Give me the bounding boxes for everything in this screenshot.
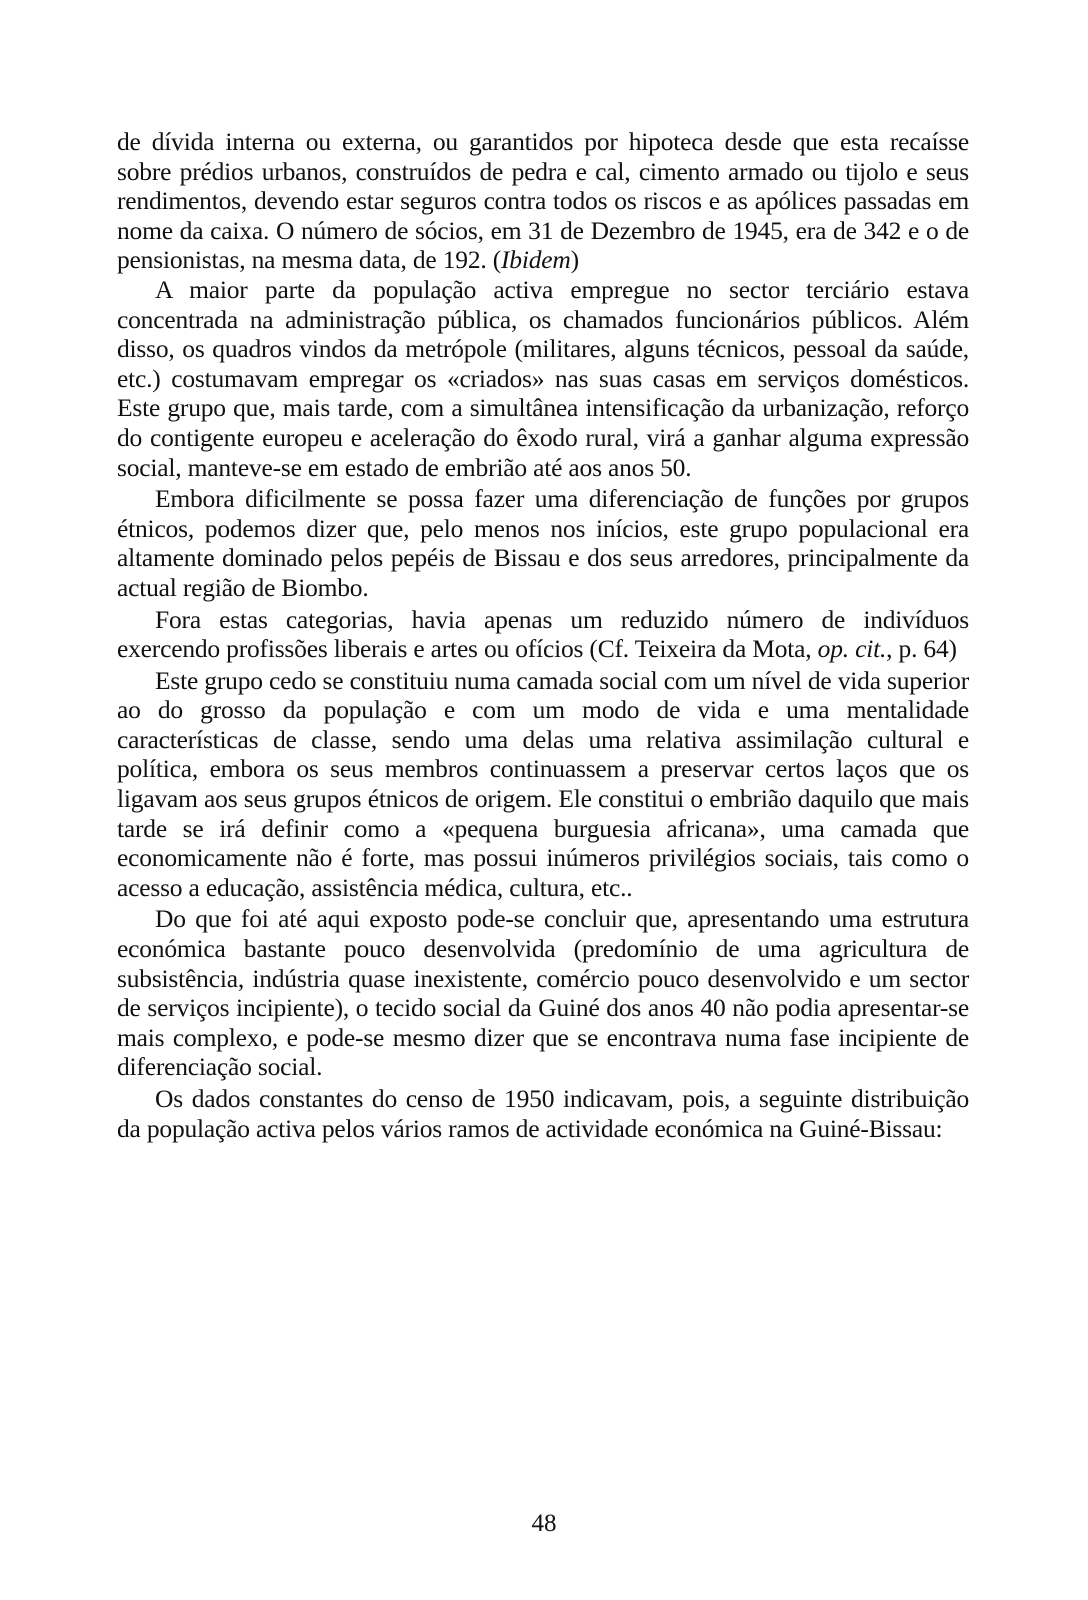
paragraph-1-text-a: de dívida interna ou externa, ou garantidos por hipoteca desde que esta recaísse sobre prédios urbanos, construídos de pedra e cal, cimento armado ou tijolo e seus rendimentos, devendo estar seguros contra todos os riscos e as apólices passadas em nome da caixa. O número de sócios, em 31 de Dezembro de 1945, era de 342 e o de pensionistas, na mesma data, de 192. ( <box>117 127 969 275</box>
paragraph-1 <box>117 127 969 275</box>
paragraph-1-text-b: ) <box>570 245 579 275</box>
paragraph-4-text-b: , p. 64) <box>886 634 957 664</box>
paragraph-6-text: Do que foi até aqui exposto pode-se concluir que, apresentando uma estrutura económica bastante pouco desenvolvida (predomínio de uma agricultura de subsistência, indústria quase inexistente, comércio pouco desenvolvido e um sector de serviços incipiente), o tecido social da Guiné dos anos 40 não podia apresentar-se mais complexo, e pode-se mesmo dizer que se encontrava numa fase incipiente de diferenciação social. <box>117 904 969 1082</box>
op-cit-citation: op. cit. <box>817 634 887 664</box>
page-body <box>117 127 969 1143</box>
paragraph-3 <box>117 484 969 602</box>
ibidem-citation: Ibidem <box>501 245 571 275</box>
paragraph-5-text: Este grupo cedo se constituiu numa camada social com um nível de vida superior ao do grosso da população e com um modo de vida e uma mentalidade características de classe, sendo uma delas uma relativa assimilação cultural e política, embora os seus membros continuassem a preservar certos laços que os ligavam aos seus grupos étnicos de origem. Ele constitui o embrião daquilo que mais tarde se irá definir como a «pequena burguesia africana», uma camada que economicamente não é forte, mas possui inúmeros privilégios sociais, tais como o acesso a educação, assistência médica, cultura, etc.. <box>117 665 969 902</box>
paragraph-7 <box>117 1084 969 1143</box>
paragraph-3-text: Embora dificilmente se possa fazer uma diferenciação de funções por grupos étnicos, podemos dizer que, pelo menos nos inícios, este grupo populacional era altamente dominado pelos pepéis de Bissau e dos seus arredores, principalmente da actual região de Biombo. <box>117 484 969 602</box>
paragraph-2 <box>117 275 969 482</box>
paragraph-2-text: A maior parte da população activa empregue no sector terciário estava concentrada na administração pública, os chamados funcionários públicos. Além disso, os quadros vindos da metrópole (militares, alguns técnicos, pessoal da saúde, etc.) costumavam empregar os «criados» nas suas casas em serviços domésticos. Este grupo que, mais tarde, com a simultânea intensificação da urbanização, reforço do contigente europeu e aceleração do êxodo rural, virá a ganhar alguma expressão social, manteve-se em estado de embrião até aos anos 50. <box>117 274 969 482</box>
paragraph-7-text: Os dados constantes do censo de 1950 indicavam, pois, a seguinte distribuição da população activa pelos vários ramos de actividade económica na Guiné-Bissau: <box>117 1084 969 1143</box>
paragraph-4 <box>117 605 969 664</box>
paragraph-4-text-a: Fora estas categorias, havia apenas um reduzido número de indivíduos exercendo profissões liberais e artes ou ofícios (Cf. Teixeira da Mota, <box>117 604 969 664</box>
paragraph-6 <box>117 904 969 1082</box>
page-number: 48 <box>531 1510 557 1537</box>
paragraph-5 <box>117 666 969 903</box>
